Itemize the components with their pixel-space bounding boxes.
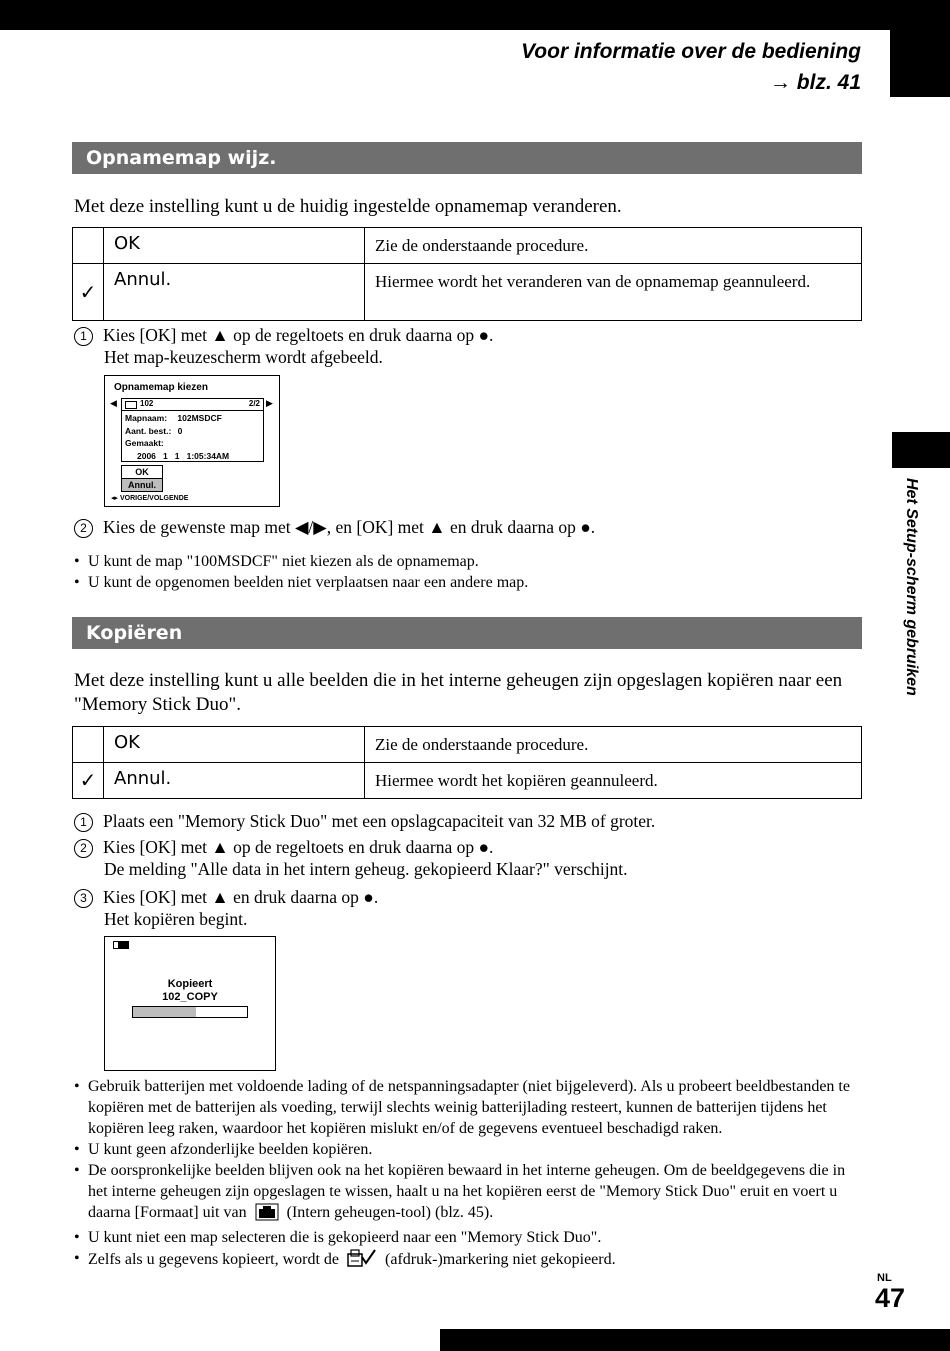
checkmark-icon: ✓ [79, 770, 97, 792]
reference-line-2[interactable]: → blz. 41 [769, 71, 861, 94]
step-number-icon: 2 [74, 839, 93, 858]
section-title-kopieren: Kopiëren [72, 617, 862, 649]
screen-ok-button[interactable]: OK [121, 465, 163, 479]
section2-step-3 [74, 886, 854, 930]
section2-options-table [72, 726, 862, 799]
option-label: Annul. [104, 264, 365, 321]
step-subtext: Het map-keuzescherm wordt afgebeeld. [104, 347, 383, 367]
step-text: Kies [OK] met ▲ op de regeltoets en druk daarna op ●. [103, 325, 494, 345]
step-text: Plaats een "Memory Stick Duo" met een opslagcapaciteit van 32 MB of groter. [103, 811, 656, 831]
count-value: 0 [177, 425, 183, 436]
mapnaam-label: Mapnaam: [125, 413, 168, 423]
language-code: NL [877, 1272, 892, 1284]
list-item: • U kunt geen afzonderlijke beelden kopiëren. [74, 1139, 864, 1160]
note-text: Zelfs als u gegevens kopieert, wordt de [88, 1251, 340, 1268]
section2-step-2 [74, 836, 854, 880]
folder-page: 2/2 [248, 399, 260, 408]
check-cell [73, 264, 104, 321]
section1-step-2 [74, 516, 854, 538]
page-number: 47 [875, 1283, 906, 1313]
side-chapter-label [893, 478, 927, 718]
step-number-icon: 3 [74, 889, 93, 908]
created-label: Gemaakt: [125, 438, 164, 448]
step-subtext: Het kopiëren begint. [104, 909, 248, 929]
list-item: • U kunt niet een map selecteren die is gekopieerd naar een "Memory Stick Duo". [74, 1227, 864, 1248]
folder-number: 102 [140, 399, 154, 408]
screen-annul-button[interactable]: Annul. [121, 478, 163, 492]
screen-footer-hint: ◂▸ VORIGE/VOLGENDE [111, 495, 189, 502]
checkmark-icon: ✓ [79, 281, 97, 304]
option-description: Zie de onderstaande procedure. [365, 727, 862, 763]
option-label: OK [104, 727, 365, 763]
print-mark-icon [347, 1248, 377, 1274]
section1-notes [74, 551, 864, 593]
copy-status-text: Kopieert [167, 978, 213, 990]
copy-status-block [105, 978, 275, 1004]
corner-black-tab [890, 0, 950, 97]
copy-progress-fill [133, 1007, 196, 1017]
option-description: Hiermee wordt het kopiëren geannuleerd. [365, 763, 862, 799]
list-item: • Gebruik batterijen met voldoende lading of de netspanningsadapter (niet bijgeleverd). Als u probeert beeldbestanden te kopiëren met de batterijen als voeding, terwijl slechts weinig batterijlading resteert, kunnen de batterijen tijdens het kopiëren leeg raken, waardoor het kopiëren mislukt en/of de gegevens eventueel beschadigd raken. [74, 1076, 864, 1139]
reference-line-1: Voor informatie over de bediening [521, 40, 861, 63]
table-row [73, 228, 862, 264]
note-text: (Intern geheugen-tool) (blz. 45). [286, 1204, 494, 1221]
mapnaam-value: 102MSDCF [177, 413, 222, 423]
option-description: Zie de onderstaande procedure. [365, 228, 862, 264]
step-text: Kies [OK] met ▲ op de regeltoets en druk daarna op ●. [103, 837, 494, 857]
section1-step-1 [74, 324, 854, 368]
copy-progress-screen [104, 936, 276, 1071]
copy-progress-bar [132, 1006, 248, 1018]
folder-icon [125, 401, 137, 409]
list-item [74, 1248, 864, 1274]
count-label: Aant. best.: [125, 425, 172, 436]
side-chapter-text: Het Setup-scherm gebruiken [903, 478, 920, 696]
section2-intro: Met deze instelling kunt u alle beelden die in het interne geheugen zijn opgeslagen kopiëren naar een "Memory Stick Duo". [74, 670, 843, 715]
option-label: Annul. [104, 763, 365, 799]
internal-memory-tool-icon [255, 1203, 279, 1227]
folder-select-screen [104, 375, 280, 507]
section-title-opnamemap: Opnamemap wijz. [72, 142, 862, 174]
check-cell [73, 727, 104, 763]
arrow-left-icon: ◀ [110, 398, 117, 408]
option-description: Hiermee wordt het veranderen van de opnamemap geannuleerd. [365, 264, 862, 321]
check-cell [73, 228, 104, 264]
table-row [73, 264, 862, 321]
list-item [74, 1160, 864, 1227]
arrow-right-icon: ▶ [266, 398, 273, 408]
list-item: • U kunt de map "100MSDCF" niet kiezen als de opnamemap. [74, 551, 864, 572]
step-subtext: De melding "Alle data in het intern geheug. gekopieerd Klaar?" verschijnt. [104, 859, 628, 879]
step-number-icon: 2 [74, 519, 93, 538]
folder-details [125, 412, 229, 462]
list-item: • U kunt de opgenomen beelden niet verplaatsen naar een andere map. [74, 572, 864, 593]
check-cell [73, 763, 104, 799]
section1-intro: Met deze instelling kunt u de huidig ingestelde opnamemap veranderen. [74, 196, 622, 217]
note-text: De oorspronkelijke beelden blijven ook na het kopiëren bewaard in het interne geheugen. Om de beeldgegevens die in het interne geheugen zijn opgeslagen te wissen, haalt u na het kopiëren eerst de "Memory Stick Duo" eruit en voert u daarna [Formaat] uit van [88, 1162, 846, 1221]
step-number-icon: 1 [74, 813, 93, 832]
screen-title: Opnamemap kiezen [114, 382, 208, 393]
option-label: OK [104, 228, 365, 264]
folder-info-box [121, 398, 264, 462]
battery-icon [113, 941, 129, 949]
step-number-icon: 1 [74, 327, 93, 346]
table-row [73, 727, 862, 763]
step-text: Kies de gewenste map met ◀/▶, en [OK] met ▲ en druk daarna op ●. [103, 517, 596, 537]
section2-step-1 [74, 810, 854, 832]
step-text: Kies [OK] met ▲ en druk daarna op ●. [103, 887, 379, 907]
folder-row [122, 399, 263, 411]
section1-options-table [72, 227, 862, 321]
side-black-tab [892, 432, 950, 468]
top-black-bar [0, 0, 950, 30]
bottom-black-bar [440, 1329, 950, 1351]
copy-folder-name: 102_COPY [162, 991, 218, 1003]
table-row [73, 763, 862, 799]
note-text: (afdruk-)markering niet gekopieerd. [385, 1251, 616, 1268]
created-value: 2006 1 1 1:05:34AM [137, 450, 230, 461]
section2-notes [74, 1076, 864, 1274]
page-reference [521, 36, 861, 98]
